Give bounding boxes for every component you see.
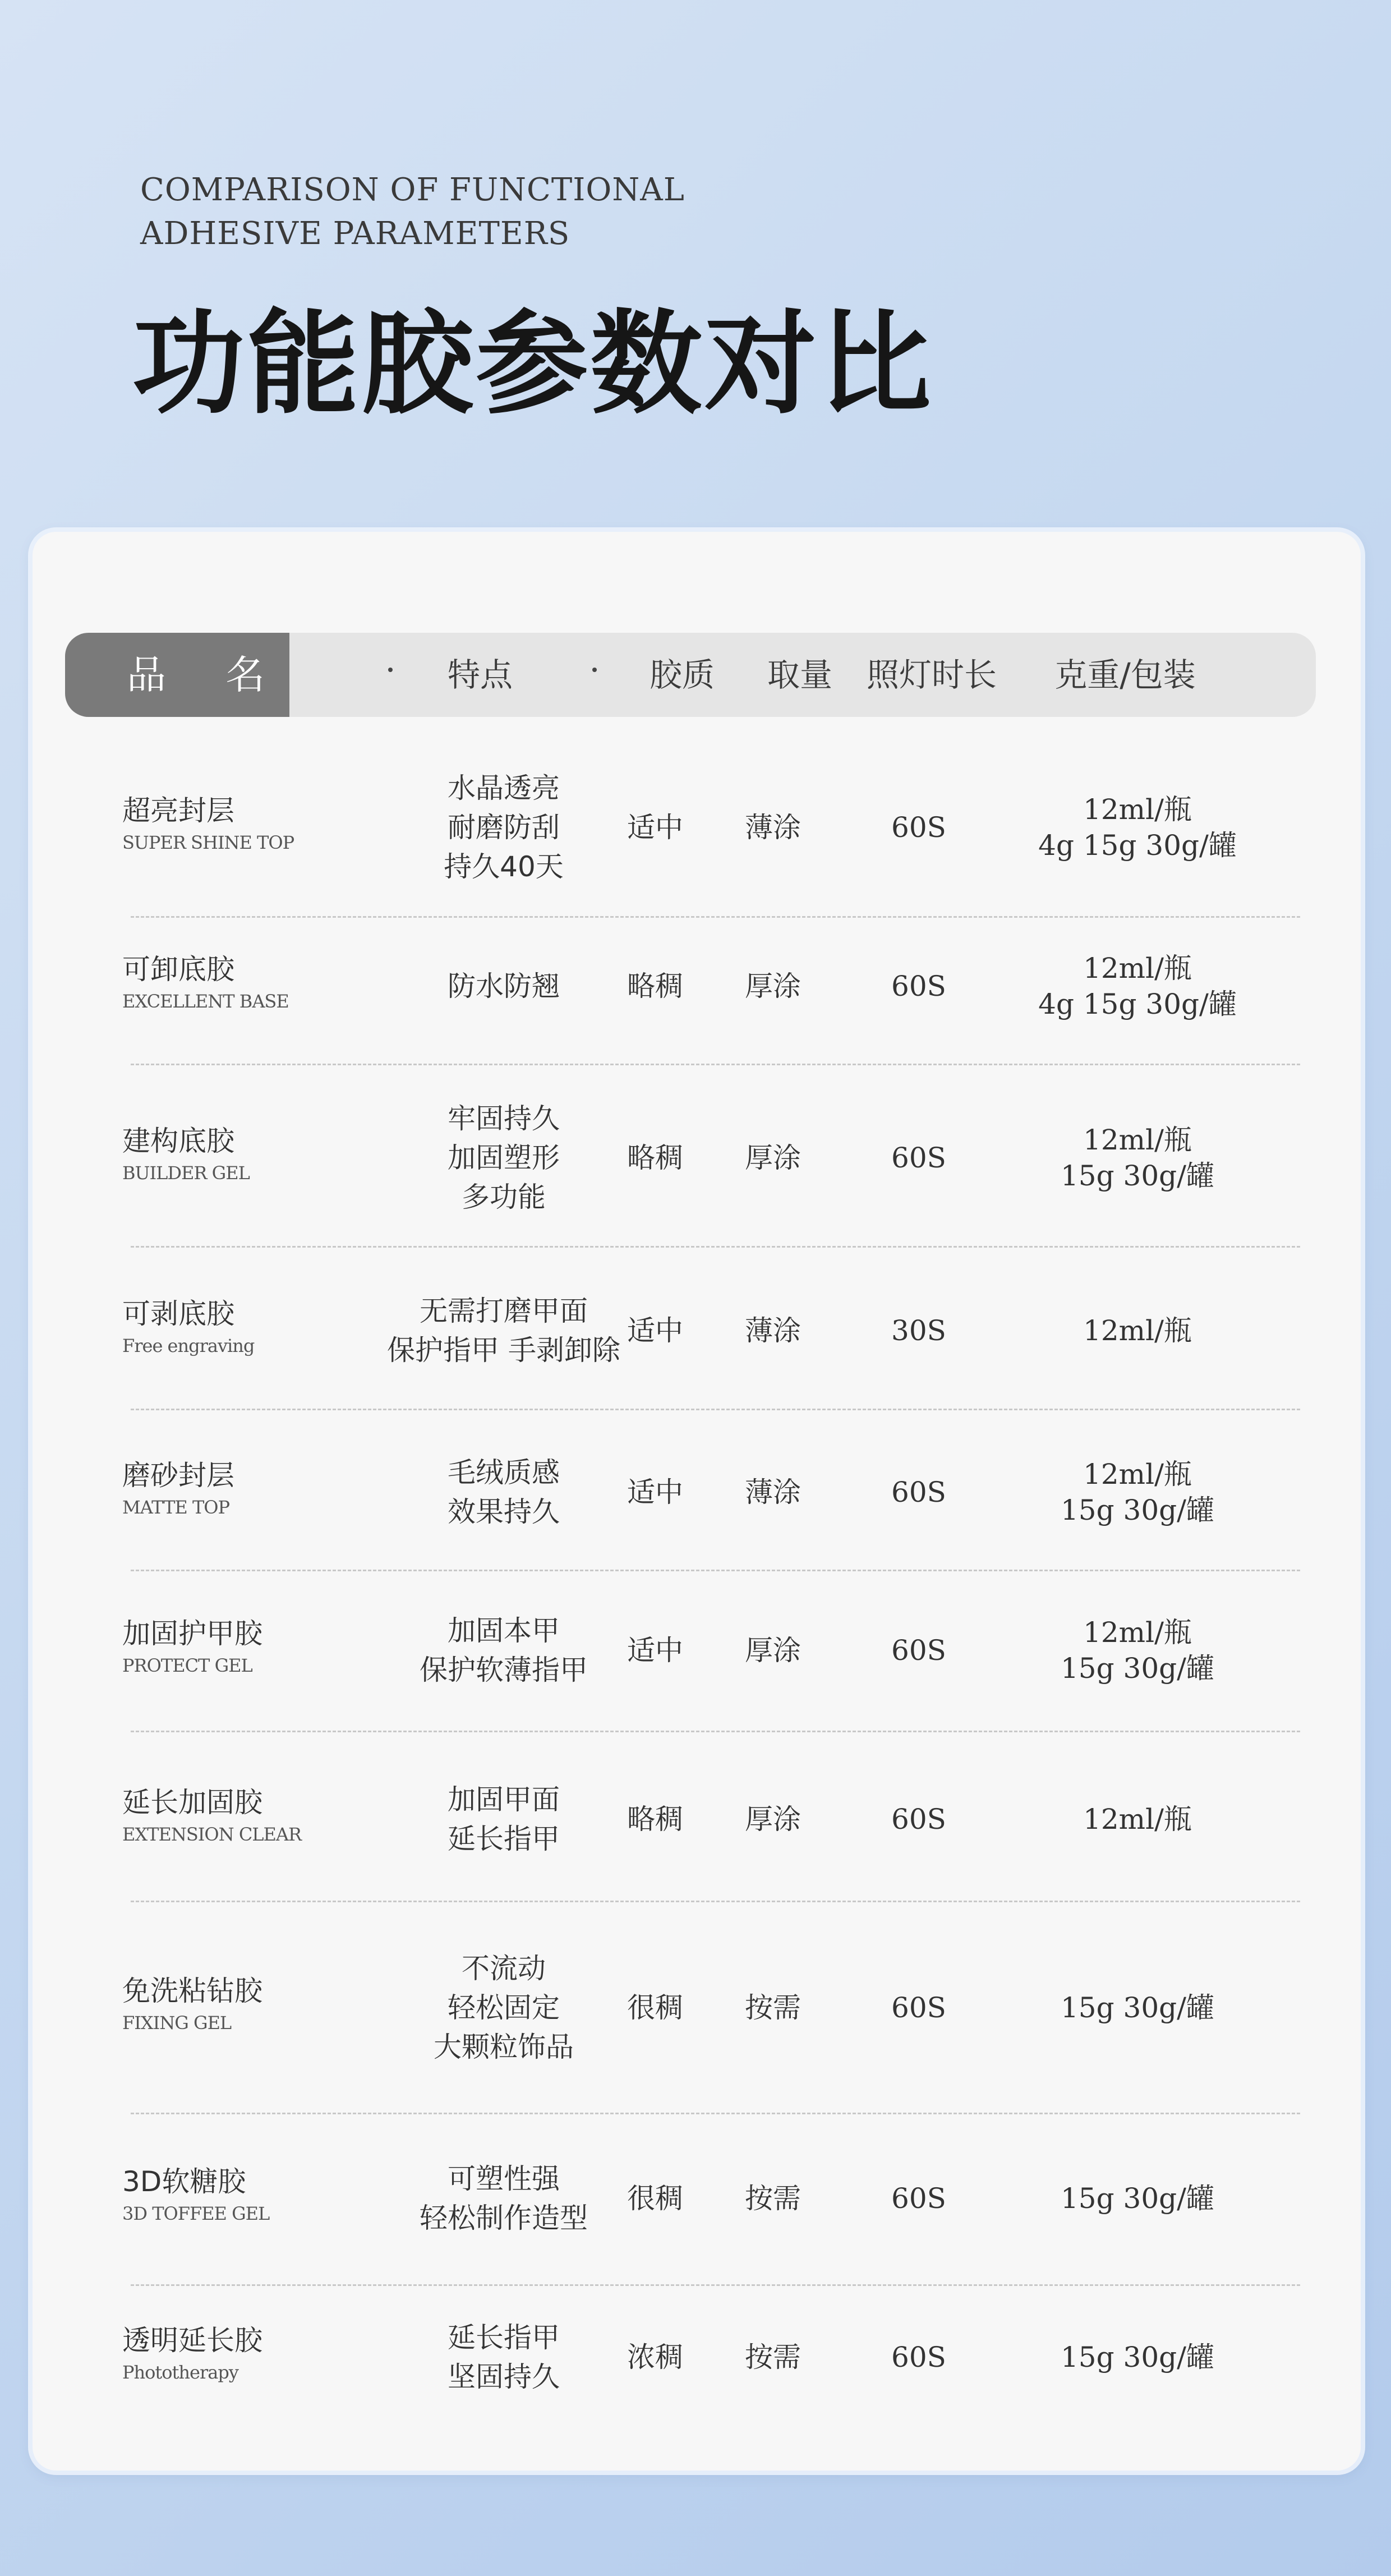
viscosity-cell: 很稠 [627, 1991, 683, 2024]
feature-line: 不流动 [462, 1952, 546, 1985]
product-name-cn: 3D软糖胶 [122, 2165, 246, 2198]
weight-line: 12ml/瓶 [1083, 793, 1192, 826]
feature-line: 水晶透亮 [448, 772, 560, 804]
weight-cell [1061, 2339, 1214, 2375]
column-header-name: 品 名 [65, 633, 289, 717]
product-name-cn: 延长加固胶 [122, 1786, 262, 1819]
row-divider [131, 2113, 1300, 2114]
weight-line: 12ml/瓶 [1083, 1314, 1192, 1347]
row-divider [131, 2284, 1300, 2286]
feature-line: 保护指甲 手剥卸除 [387, 1334, 620, 1367]
header-english-line-2: ADHESIVE PARAMETERS [140, 215, 570, 252]
feature-line: 可塑性强 [448, 2163, 560, 2195]
weight-line: 12ml/瓶 [1083, 1124, 1192, 1156]
product-name-cn: 磨砂封层 [122, 1459, 234, 1492]
header-dot-right [592, 668, 597, 672]
column-header-weight: 克重/包装 [1054, 656, 1196, 694]
amount-cell: 厚涂 [745, 970, 801, 1002]
product-name-cn: 建构底胶 [122, 1125, 234, 1157]
feature-line: 坚固持久 [448, 2361, 560, 2393]
feature-line: 轻松固定 [448, 1991, 560, 2024]
amount-cell: 厚涂 [745, 1634, 801, 1667]
amount-cell: 薄涂 [745, 1476, 801, 1508]
cure-time-cell: 60S [891, 1142, 946, 1174]
feature-line: 防水防翘 [448, 970, 560, 1002]
product-name-cn: 加固护甲胶 [122, 1617, 262, 1650]
row-divider [131, 1409, 1300, 1410]
product-name-en: EXCELLENT BASE [122, 991, 289, 1012]
column-header-cure-time: 照灯时长 [866, 656, 997, 694]
product-name-cn: 免洗粘钻胶 [122, 1975, 262, 2007]
amount-cell: 按需 [745, 1991, 801, 2024]
column-header-amount: 取量 [767, 656, 832, 694]
weight-line: 4g 15g 30g/罐 [1038, 829, 1237, 862]
viscosity-cell: 很稠 [627, 2182, 683, 2215]
product-name-cn: 可卸底胶 [122, 953, 234, 986]
row-divider [131, 1731, 1300, 1732]
product-name-en: FIXING GEL [122, 2012, 232, 2034]
amount-cell: 薄涂 [745, 1314, 801, 1347]
row-divider [131, 1064, 1300, 1065]
features-cell [387, 1291, 620, 1370]
column-header-features: 特点 [447, 656, 513, 694]
weight-line: 15g 30g/罐 [1061, 1160, 1214, 1192]
product-name-cn: 透明延长胶 [122, 2324, 262, 2357]
weight-cell [1061, 1122, 1214, 1194]
features-cell [448, 1780, 560, 1859]
feature-line: 加固塑形 [448, 1142, 560, 1174]
product-name-en: Free engraving [122, 1335, 255, 1356]
product-name-en: EXTENSION CLEAR [122, 1824, 302, 1845]
weight-cell [1061, 1990, 1214, 2026]
viscosity-cell: 略稠 [627, 1142, 683, 1174]
features-cell [448, 967, 560, 1006]
cure-time-cell: 60S [891, 1476, 946, 1508]
header-dot-left [388, 668, 393, 672]
weight-cell [1061, 2181, 1214, 2216]
viscosity-cell: 适中 [627, 1634, 683, 1667]
features-cell [448, 1099, 560, 1217]
page-title: 功能胶参数对比 [132, 299, 934, 430]
feature-line: 加固本甲 [448, 1614, 560, 1647]
weight-line: 12ml/瓶 [1083, 1458, 1192, 1491]
comparison-table-card [33, 532, 1361, 2471]
feature-line: 延长指甲 [448, 1823, 560, 1855]
product-name-cn: 超亮封层 [122, 794, 234, 827]
row-divider [131, 1570, 1300, 1571]
features-cell [448, 1453, 560, 1531]
feature-line: 多功能 [462, 1181, 546, 1213]
features-cell [420, 1611, 588, 1690]
viscosity-cell: 略稠 [627, 1803, 683, 1836]
viscosity-cell: 适中 [627, 1314, 683, 1347]
features-cell [434, 1949, 574, 2067]
product-name-en: Phototherapy [122, 2362, 238, 2383]
feature-line: 毛绒质感 [448, 1456, 560, 1489]
weight-cell [1038, 792, 1237, 863]
cure-time-cell: 60S [891, 2341, 946, 2373]
weight-line: 15g 30g/罐 [1061, 1494, 1214, 1526]
weight-line: 12ml/瓶 [1083, 1616, 1192, 1649]
cure-time-cell: 60S [891, 1634, 946, 1667]
product-name-en: 3D TOFFEE GEL [122, 2203, 270, 2224]
viscosity-cell: 适中 [627, 811, 683, 844]
cure-time-cell: 60S [891, 2182, 946, 2215]
features-cell [448, 2318, 560, 2396]
weight-line: 15g 30g/罐 [1061, 2341, 1214, 2373]
feature-line: 加固甲面 [448, 1783, 560, 1816]
feature-line: 效果持久 [448, 1496, 560, 1528]
weight-cell [1083, 1801, 1192, 1837]
feature-line: 牢固持久 [448, 1102, 560, 1135]
viscosity-cell: 浓稠 [627, 2341, 683, 2373]
weight-cell [1061, 1456, 1214, 1528]
weight-line: 12ml/瓶 [1083, 1803, 1192, 1836]
row-divider [131, 1901, 1300, 1902]
cure-time-cell: 60S [891, 970, 946, 1002]
weight-line: 15g 30g/罐 [1061, 1652, 1214, 1685]
feature-line: 大颗粒饰品 [434, 2031, 574, 2063]
feature-line: 持久40天 [444, 850, 564, 883]
column-header-viscosity: 胶质 [649, 656, 715, 694]
weight-cell [1083, 1313, 1192, 1349]
weight-line: 12ml/瓶 [1083, 952, 1192, 985]
product-name-en: BUILDER GEL [122, 1162, 250, 1184]
product-name-en: SUPER SHINE TOP [122, 832, 294, 853]
table-header [65, 633, 1316, 717]
header-english-title [140, 168, 685, 256]
product-name-en: MATTE TOP [122, 1497, 230, 1518]
amount-cell: 厚涂 [745, 1142, 801, 1174]
cure-time-cell: 30S [891, 1314, 946, 1347]
feature-line: 延长指甲 [448, 2321, 560, 2354]
viscosity-cell: 适中 [627, 1476, 683, 1508]
cure-time-cell: 60S [891, 811, 946, 844]
row-divider [131, 1246, 1300, 1248]
cure-time-cell: 60S [891, 1991, 946, 2024]
product-name-en: PROTECT GEL [122, 1655, 252, 1676]
feature-line: 轻松制作造型 [420, 2202, 588, 2234]
features-cell [420, 2159, 588, 2238]
amount-cell: 按需 [745, 2341, 801, 2373]
feature-line: 耐磨防刮 [448, 811, 560, 844]
weight-line: 4g 15g 30g/罐 [1038, 988, 1237, 1020]
row-divider [131, 916, 1300, 918]
feature-line: 保护软薄指甲 [420, 1654, 588, 1686]
weight-cell [1038, 950, 1237, 1022]
viscosity-cell: 略稠 [627, 970, 683, 1002]
cure-time-cell: 60S [891, 1803, 946, 1836]
amount-cell: 厚涂 [745, 1803, 801, 1836]
weight-line: 15g 30g/罐 [1061, 1991, 1214, 2024]
weight-line: 15g 30g/罐 [1061, 2182, 1214, 2215]
weight-cell [1061, 1614, 1214, 1686]
header-english-line-1: COMPARISON OF FUNCTIONAL [140, 172, 685, 208]
amount-cell: 薄涂 [745, 811, 801, 844]
features-cell [444, 769, 564, 886]
product-name-cn: 可剥底胶 [122, 1298, 234, 1330]
feature-line: 无需打磨甲面 [420, 1295, 588, 1327]
amount-cell: 按需 [745, 2182, 801, 2215]
